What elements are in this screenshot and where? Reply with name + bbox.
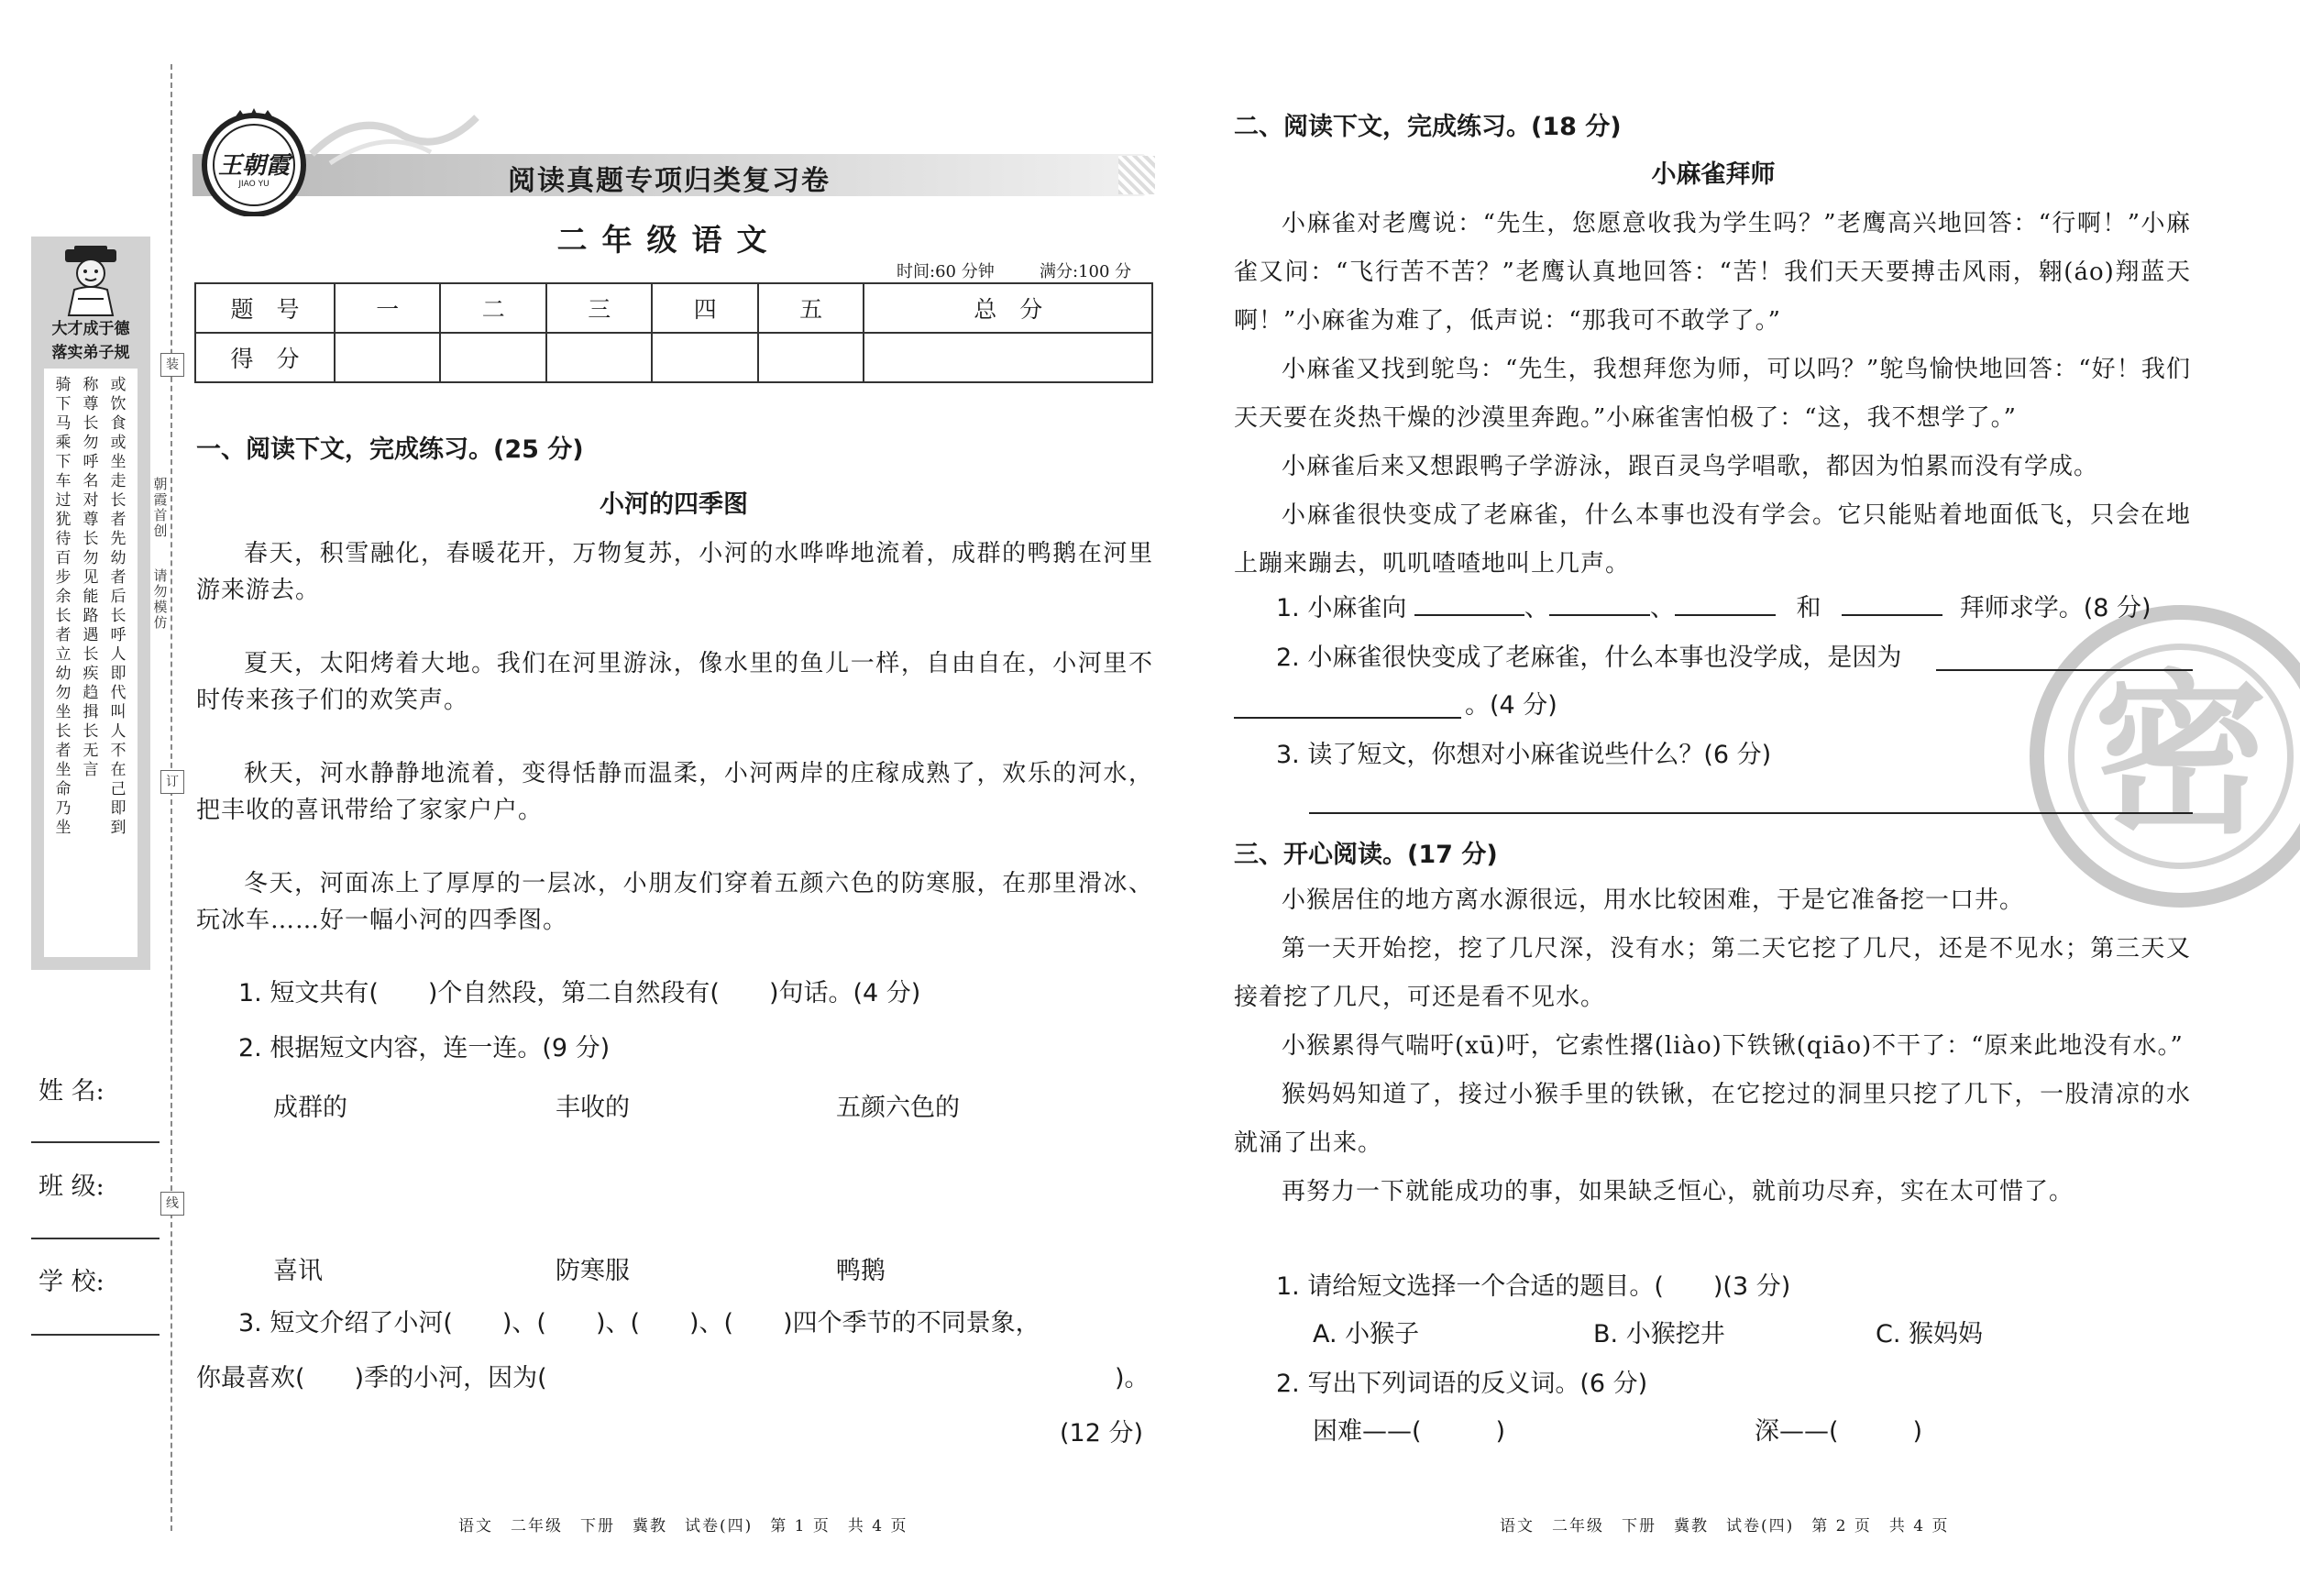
subject-title: 二年级语文 <box>556 222 782 258</box>
score-cell[interactable] <box>864 333 1152 382</box>
antonym-2[interactable]: 深——( ) <box>1755 1417 1923 1446</box>
score-cell[interactable] <box>652 333 757 382</box>
school-label: 学 校: <box>39 1268 105 1296</box>
section1-question-2: 2. 根据短文内容，连一连。(9 分) <box>238 1034 611 1062</box>
match-top-word-1[interactable]: 成群的 <box>273 1094 347 1122</box>
score-cell[interactable] <box>546 333 652 382</box>
score-cell[interactable] <box>335 333 440 382</box>
footer-left: 语文 二年级 下册 冀教 试卷(四) 第 1 页 共 4 页 <box>458 1517 908 1535</box>
vertical-note-2: 请勿模仿 <box>153 567 168 631</box>
passage-paragraph: 小麻雀很快变成了老麻雀，什么本事也没有学会。它只能贴着地面低飞，只会在地上蹦来蹦去，叽叽喳喳地叫上几声。 <box>1234 501 2191 578</box>
passage-paragraph: 冬天，河面冻上了厚厚的一层冰，小朋友们穿着五颜六色的防寒服，在那里滑冰、玩冰车……好一幅小河的四季图。 <box>196 870 1153 934</box>
section1-question-3-score: (12 分) <box>1060 1419 1144 1447</box>
passage-paragraph: 小麻雀又找到鸵鸟：“先生，我想拜您为师，可以吗？”鸵鸟愉快地回答：“好！我们天天要在炎热干燥的沙漠里奔跑。”小麻雀害怕极了：“这，我不想学了。” <box>1234 356 2191 432</box>
name-input-line[interactable] <box>31 1141 160 1143</box>
score-table <box>194 282 1153 383</box>
q1-suffix: 拜师求学。(8 分) <box>1959 594 2151 622</box>
score-table-col: 二 <box>440 283 545 333</box>
footer-right: 语文 二年级 下册 冀教 试卷(四) 第 2 页 共 4 页 <box>1500 1517 1950 1535</box>
section1-question-3-line1[interactable]: 3. 短文介绍了小河( )、( )、( )、( )四个季节的不同景象， <box>238 1309 1040 1337</box>
match-bottom-word-3[interactable]: 鸭鹅 <box>836 1257 886 1285</box>
section2-passage <box>1234 200 2191 589</box>
section3-question-2: 2. 写出下列词语的反义词。(6 分) <box>1276 1370 1648 1398</box>
passage-paragraph: 春天，积雪融化，春暖花开，万物复苏，小河的水哗哗地流着，成群的鸭鹅在河里游来游去。 <box>196 540 1153 604</box>
name-label: 姓 名: <box>39 1077 105 1106</box>
motto-column-1: 骑下马乘下车过犹待百步余长者立幼勿坐长者坐命乃坐 <box>55 376 72 837</box>
exam-time: 时间:60 分钟 <box>897 262 995 281</box>
cut-mark-3: 线 <box>160 1192 184 1216</box>
section1-heading: 一、阅读下文，完成练习。(25 分) <box>196 435 584 464</box>
option-a[interactable]: A. 小猴子 <box>1313 1320 1420 1348</box>
score-cell[interactable] <box>758 333 864 382</box>
answer-blank[interactable] <box>1414 592 1524 616</box>
match-bottom-word-1[interactable]: 喜讯 <box>273 1257 323 1285</box>
score-table-label: 题 号 <box>195 283 335 333</box>
score-table-col: 一 <box>335 283 440 333</box>
score-table-col: 四 <box>652 283 757 333</box>
section1-question-3-line2-b: )。 <box>1115 1364 1150 1392</box>
section3-passage <box>1234 876 2191 1216</box>
q2-answer-line-1[interactable] <box>1936 669 2193 671</box>
confidential-seal <box>2030 605 2300 908</box>
passage-paragraph: 猴妈妈知道了，接过小猴手里的铁锹，在它挖过的洞里只挖了几下，一股清凉的水就涌了出来。 <box>1234 1081 2191 1157</box>
passage-paragraph: 小麻雀后来又想跟鸭子学游泳，跟百灵鸟学唱歌，都因为怕累而没有学成。 <box>1282 453 2099 480</box>
section2-question-3: 3. 读了短文，你想对小麻雀说些什么？(6 分) <box>1276 741 1772 769</box>
section1-passage <box>196 535 1153 939</box>
match-top-word-2[interactable]: 丰收的 <box>556 1094 630 1122</box>
q1-and: 和 <box>1796 594 1821 622</box>
class-input-line[interactable] <box>31 1238 160 1239</box>
q1-separator: 、 <box>1524 594 1549 622</box>
class-label: 班 级: <box>39 1172 105 1201</box>
logo-subtext: JIAO YU <box>238 180 270 189</box>
answer-blank[interactable] <box>1675 592 1776 616</box>
motto-title-1: 大才成于德 <box>51 320 130 338</box>
q3-answer-line[interactable] <box>1309 812 2193 814</box>
score-table-col: 总 分 <box>864 283 1152 333</box>
motto-column-2: 称尊长勿呼名对尊长勿见能路遇长疾趋揖长无言 <box>83 376 99 779</box>
score-table-col: 三 <box>546 283 652 333</box>
motto-text-area <box>44 369 138 957</box>
score-cell[interactable] <box>440 333 545 382</box>
section2-question-2: 2. 小麻雀很快变成了老麻雀，什么本事也没学成，是因为 <box>1276 644 1902 672</box>
passage-paragraph: 秋天，河水静静地流着，变得恬静而温柔，小河两岸的庄稼成熟了，欢乐的河水，把丰收的喜讯带给了家家户户。 <box>196 760 1153 824</box>
q1-prefix: 1. 小麻雀向 <box>1276 594 1407 622</box>
exam-full-score: 满分:100 分 <box>1040 262 1132 281</box>
binding-dashed-line <box>171 64 172 1531</box>
passage-paragraph: 小猴居住的地方离水源很远，用水比较困难，于是它准备挖一口井。 <box>1282 886 2025 914</box>
section2-question-1[interactable] <box>1276 590 2151 627</box>
answer-blank[interactable] <box>1549 592 1650 616</box>
logo-text: 王朝霞 <box>217 152 290 180</box>
section2-heading: 二、阅读下文，完成练习。(18 分) <box>1234 113 1622 141</box>
section1-question-3-line2-a[interactable]: 你最喜欢( )季的小河，因为( <box>196 1364 547 1392</box>
passage-paragraph: 再努力一下就能成功的事，如果缺乏恒心，就前功尽弃，实在太可惜了。 <box>1282 1178 2074 1205</box>
banner-title: 阅读真题专项归类复习卷 <box>508 165 831 197</box>
section1-title: 小河的四季图 <box>600 490 748 519</box>
score-table-col: 五 <box>758 283 864 333</box>
scholar-illustration <box>56 244 126 317</box>
score-table-score-row <box>195 333 1152 382</box>
q2-answer-line-2[interactable] <box>1234 717 1461 719</box>
cut-mark-1: 装 <box>160 353 184 377</box>
seal-char: 密 <box>2093 655 2268 857</box>
passage-paragraph: 夏天，太阳烤着大地。我们在河里游泳，像水里的鱼儿一样，自由自在，小河里不时传来孩子们的欢笑声。 <box>196 650 1153 714</box>
passage-paragraph: 小猴累得气喘吁(xū)吁，它索性撂(liào)下铁锹(qiāo)不干了：“原来此地没有水。” <box>1282 1032 2184 1060</box>
motto-title-2: 落实弟子规 <box>51 344 130 362</box>
section2-question-2-suffix: 。(4 分) <box>1465 691 1557 720</box>
vertical-note-1: 朝霞首创 <box>153 476 168 539</box>
passage-paragraph: 小麻雀对老鹰说：“先生，您愿意收我为学生吗？”老鹰高兴地回答：“行啊！”小麻雀又问：“飞行苦不苦？”老鹰认真地回答：“苦！我们天天要搏击风雨，翱(áo)翔蓝天啊！”小麻雀为难了，低声说：“那我可不敢学了。” <box>1234 210 2191 335</box>
antonym-1[interactable]: 困难——( ) <box>1313 1417 1506 1446</box>
match-top-word-3[interactable]: 五颜六色的 <box>836 1094 960 1122</box>
school-input-line[interactable] <box>31 1334 160 1336</box>
passage-paragraph: 第一天开始挖，挖了几尺深，没有水；第二天它挖了几尺，还是不见水；第三天又接着挖了几尺，可还是看不见水。 <box>1234 935 2191 1011</box>
section2-title: 小麻雀拜师 <box>1651 160 1776 189</box>
option-b[interactable]: B. 小猴挖井 <box>1593 1320 1725 1348</box>
motto-column-3: 或饮食或坐走长者先幼者后长呼人即代叫人不在己即到 <box>110 376 127 837</box>
section3-heading: 三、开心阅读。(17 分) <box>1234 841 1498 869</box>
motto-panel <box>31 237 150 970</box>
section3-question-1[interactable]: 1. 请给短文选择一个合适的题目。( )(3 分) <box>1276 1272 1791 1301</box>
answer-blank[interactable] <box>1842 592 1942 616</box>
score-row-label: 得 分 <box>195 333 335 382</box>
score-table-header-row <box>195 283 1152 333</box>
option-c[interactable]: C. 猴妈妈 <box>1876 1320 1984 1348</box>
match-bottom-word-2[interactable]: 防寒服 <box>556 1257 630 1285</box>
section1-question-1[interactable]: 1. 短文共有( )个自然段，第二自然段有( )句话。(4 分) <box>238 979 921 1007</box>
cut-mark-2: 订 <box>160 770 184 794</box>
q1-separator: 、 <box>1649 594 1675 622</box>
